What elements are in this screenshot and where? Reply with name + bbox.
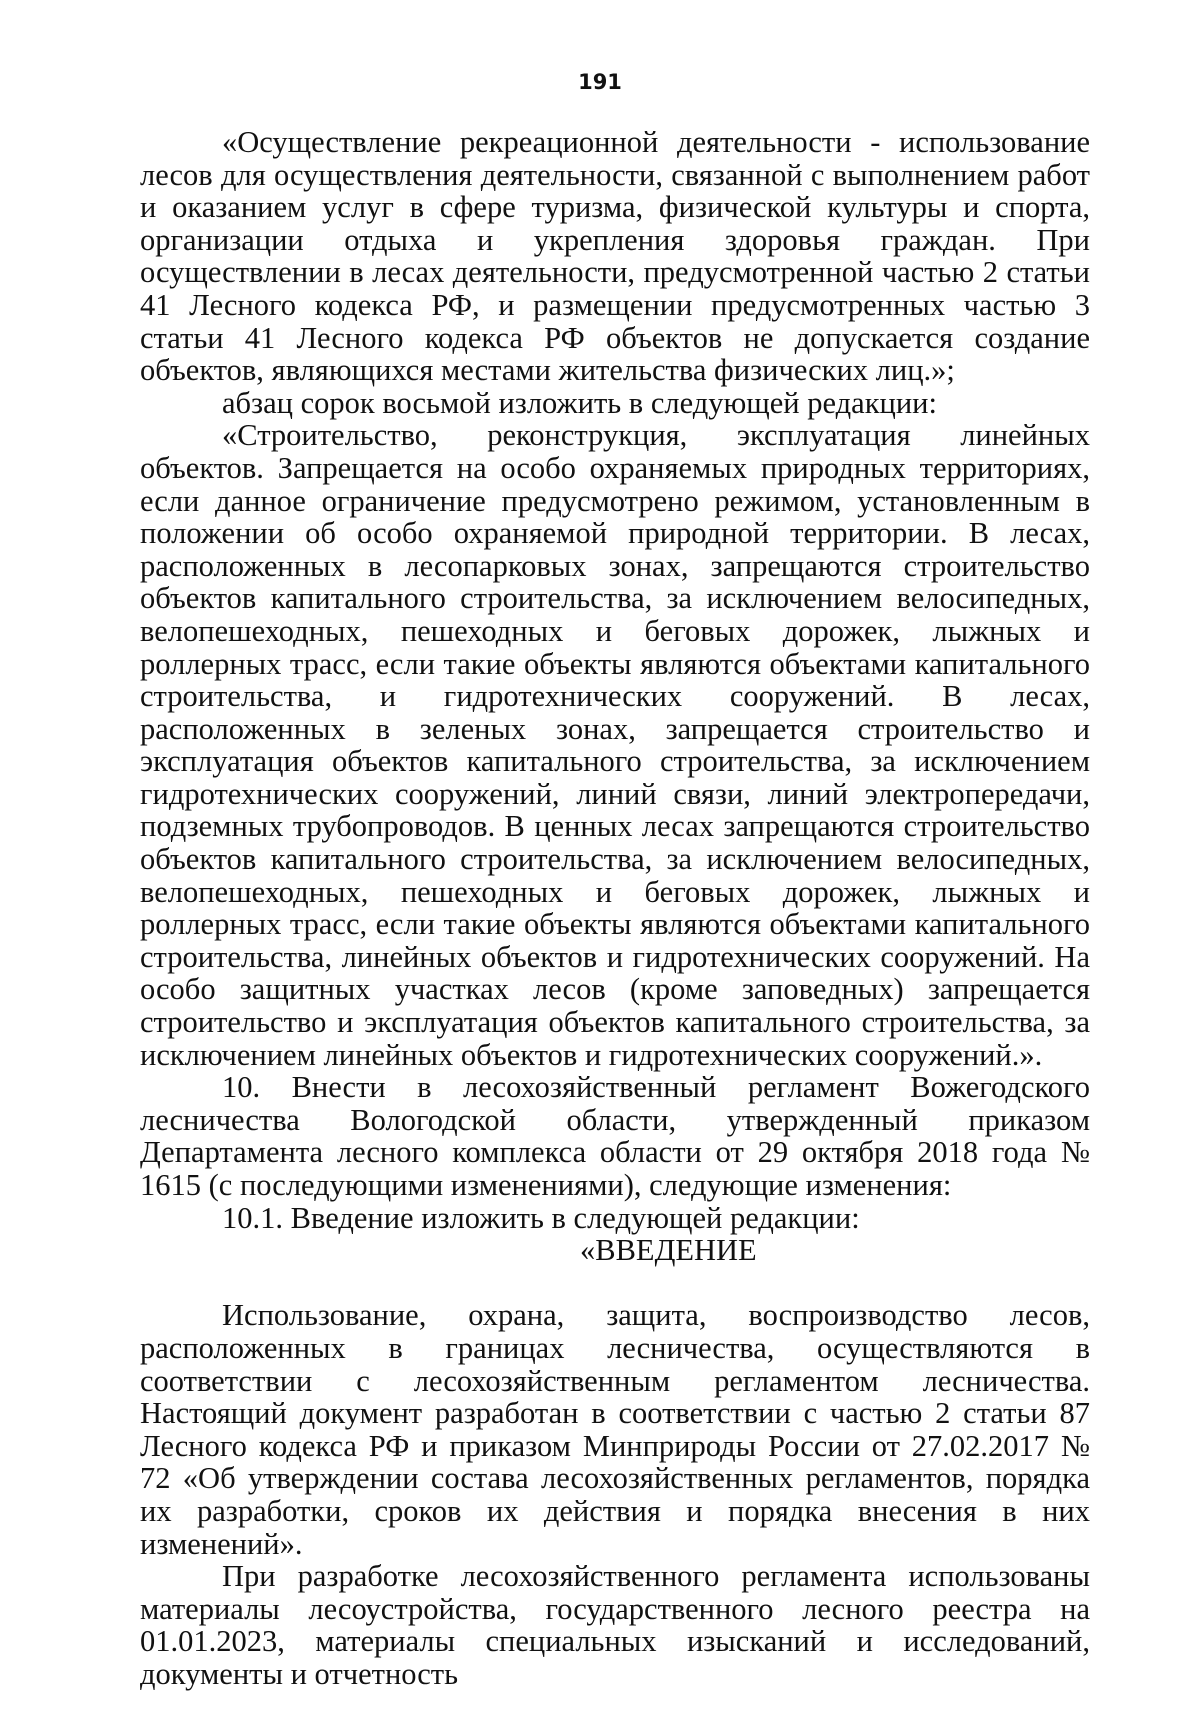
paragraph-materials: При разработке лесохозяйственного регламента использованы материалы лесоустройства, государственного лесного реестра на 01.01.2023, материалы специальных изысканий и исследований, документы и отчетность (140, 1559, 1090, 1691)
paragraph-recreation: «Осуществление рекреационной деятельности - использование лесов для осуществления деятельности, связанной с выполнением работ и оказанием услуг в сфере туризма, физической культуры и спорта, организации отдыха и укрепления здоровья граждан. При осуществлении в лесах деятельности, предусмотренной частью 2 статьи 41 Лесного кодекса РФ, и размещении предусмотренных частью 3 статьи 41 Лесного кодекса РФ объектов не допускается создание объектов, являющихся местами жительства физических лиц.»; (140, 125, 1090, 388)
paragraph-instruction: абзац сорок восьмой изложить в следующей редакции: (222, 385, 937, 420)
section-heading: «ВВЕДЕНИЕ (580, 1233, 757, 1268)
document-body (140, 126, 1090, 1691)
paragraph-item-10: 10. Внести в лесохозяйственный регламент Вожегодского лесничества Вологодской области, утвержденный приказом Департамента лесного комплекса области от 29 октября 2018 года № 1615 (с последующими изменениями), следующие изменения: (140, 1070, 1090, 1202)
blank-line (140, 1267, 1090, 1300)
page-number: 191 (578, 70, 622, 94)
paragraph-construction: «Строительство, реконструкция, эксплуатация линейных объектов. Запрещается на особо охраняемых природных территориях, если данное ограничение предусмотрено режимом, установленным в положении об особо охраняемой природной территории. В лесах, расположенных в лесопарковых зонах, запрещаются строительство объектов капитального строительства, за исключением велосипедных, велопешеходных, пешеходных и беговых дорожек, лыжных и роллерных трасс, если такие объекты являются объектами капитального строительства, и гидротехнических сооружений. В лесах, расположенных в зеленых зонах, запрещается строительство и эксплуатация объектов капитального строительства, за исключением гидротехнических сооружений, линий связи, линий электропередачи, подземных трубопроводов. В ценных лесах запрещаются строительство объектов капитального строительства, за исключением велосипедных, велопешеходных, пешеходных и беговых дорожек, лыжных и роллерных трасс, если такие объекты являются объектами капитального строительства, линейных объектов и гидротехнических сооружений. На особо защитных участках лесов (кроме заповедных) запрещается строительство и эксплуатация объектов капитального строительства, за исключением линейных объектов и гидротехнических сооружений.». (140, 418, 1090, 1072)
paragraph-item-10-1: 10.1. Введение изложить в следующей редакции: (222, 1200, 860, 1235)
paragraph-introduction: Использование, охрана, защита, воспроизводство лесов, расположенных в границах лесничества, осуществляются в соответствии с лесохозяйственным регламентом лесничества. Настоящий документ разработан в соответствии с частью 2 статьи 87 Лесного кодекса РФ и приказом Минприроды России от 27.02.2017 № 72 «Об утверждении состава лесохозяйственных регламентов, порядка их разработки, сроков их действия и порядка внесения в них изменений». (140, 1298, 1090, 1561)
